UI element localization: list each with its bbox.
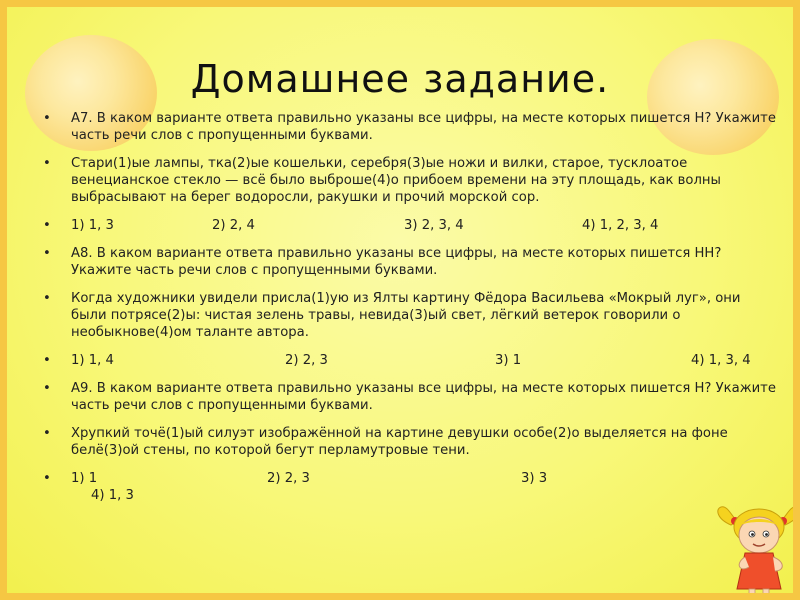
bullet: • — [43, 156, 51, 171]
bullet: • — [43, 291, 51, 306]
answer-option: 2) 2, 3 — [285, 353, 328, 368]
answer-option: 1) 1 — [71, 471, 98, 486]
bullet: • — [43, 426, 51, 441]
answer-option: 3) 1 — [495, 353, 522, 368]
task-a7-sentence — [43, 155, 778, 206]
task-text: Когда художники увидели присла(1)ую из Ялты картину Фёдора Васильева «Мокрый луг», они были потрясе(2)ы: чистая зелень травы, невида(3)ый свет, лёгкий ветерок говорили о необыкнове(4)ом таланте автора. — [71, 291, 741, 340]
answer-option: 1) 1, 4 — [71, 353, 114, 368]
bullet: • — [43, 471, 51, 486]
task-a9-question — [43, 380, 778, 414]
bullet: • — [43, 381, 51, 396]
task-a9-sentence — [43, 425, 778, 459]
slide-content — [43, 110, 778, 515]
answer-option: 4) 1, 3, 4 — [691, 353, 751, 368]
answer-option: 3) 2, 3, 4 — [404, 218, 464, 233]
answer-option: 4) 1, 2, 3, 4 — [582, 218, 659, 233]
slide-title: Домашнее задание. — [190, 57, 610, 101]
bullet: • — [43, 246, 51, 261]
cartoon-girl-illustration — [715, 501, 800, 600]
task-a7-options — [43, 217, 778, 234]
answer-option: 2) 2, 3 — [267, 471, 310, 486]
task-text: А7. В каком варианте ответа правильно указаны все цифры, на месте которых пишется Н? Укажите часть речи слов с пропущенными буквами. — [71, 111, 776, 143]
task-a8-question — [43, 245, 778, 279]
task-text: Хрупкий точё(1)ый силуэт изображённой на картине девушки особе(2)о выделяется на фоне белё(3)ой стены, по которой бегут перламутровые тени. — [71, 426, 728, 458]
answer-option: 4) 1, 3 — [91, 488, 134, 503]
answer-option-wrap — [71, 487, 778, 504]
bullet: • — [43, 218, 51, 233]
task-text: А9. В каком варианте ответа правильно указаны все цифры, на месте которых пишется Н? Укажите часть речи слов с пропущенными буквами. — [71, 381, 776, 413]
task-a9-options — [43, 470, 778, 504]
answer-option: 3) 3 — [521, 471, 548, 486]
bullet: • — [43, 111, 51, 126]
task-a8-sentence — [43, 290, 778, 341]
bullet: • — [43, 353, 51, 368]
task-a8-options — [43, 352, 778, 369]
task-text: А8. В каком варианте ответа правильно указаны все цифры, на месте которых пишется НН? Укажите часть речи слов с пропущенными буквами. — [71, 246, 722, 278]
answer-option: 1) 1, 3 — [71, 218, 114, 233]
task-a7-question — [43, 110, 778, 144]
task-text: Стари(1)ые лампы, тка(2)ые кошельки, серебря(3)ые ножи и вилки, старое, тусклоатое венецианское стекло — всё было выброше(4)о прибоем времени на эту площадь, как волны выбрасывают на берег водоросли, ракушки и прочий морской сор. — [71, 156, 721, 205]
answer-option: 2) 2, 4 — [212, 218, 255, 233]
